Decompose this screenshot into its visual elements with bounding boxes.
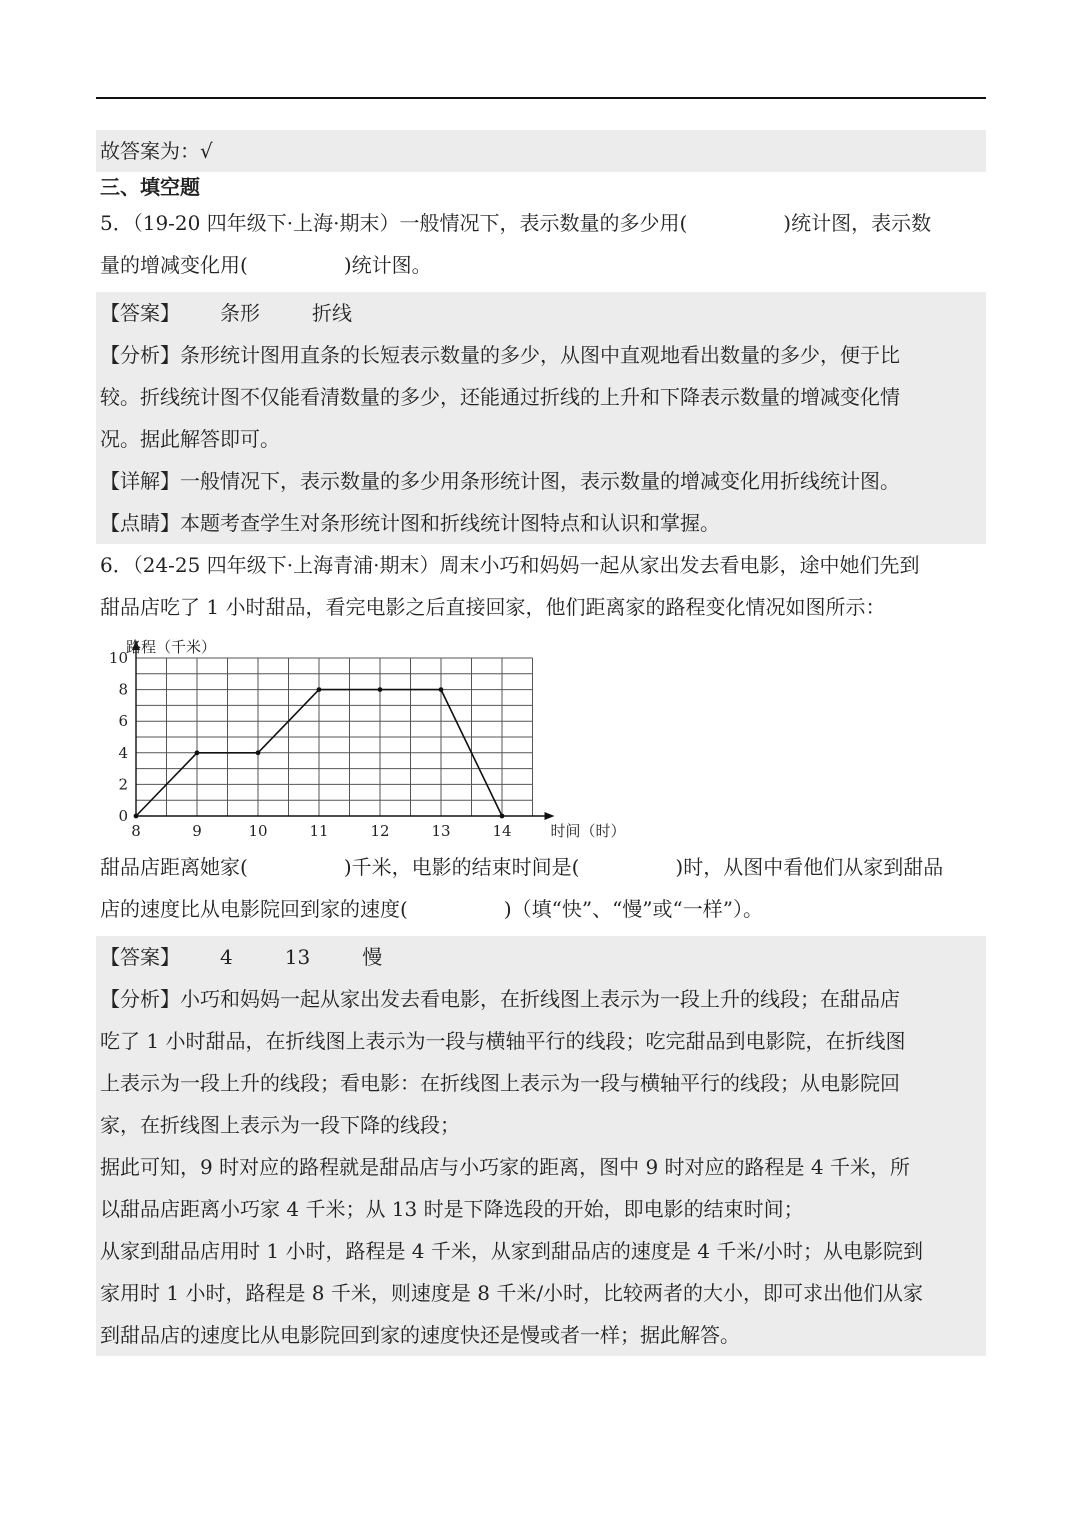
x-axis-arrow <box>545 812 555 820</box>
y-tick-label: 0 <box>118 807 128 825</box>
page-content <box>96 130 986 1356</box>
q6-fill-text: )（填“快”、“慢”或“一样”）。 <box>503 897 763 921</box>
y-tick-label: 10 <box>108 649 128 667</box>
x-tick-label: 9 <box>192 822 202 840</box>
data-point <box>134 814 139 819</box>
q6-analysis-line: 据此可知，9 时对应的路程就是甜品店与小巧家的距离，图中 9 时对应的路程是 4 千米，所 <box>100 1155 910 1179</box>
q6-analysis-line: 以甜品店距离小巧家 4 千米；从 13 时是下降选段的开始，即电影的结束时间； <box>100 1197 804 1221</box>
q5-stem-text: 量的增减变化用( <box>100 253 248 277</box>
q5-detail: 【详解】一般情况下，表示数量的多少用条形统计图，表示数量的增减变化用折线统计图。 <box>100 469 900 493</box>
x-tick-label: 14 <box>492 822 512 840</box>
q6-analysis-line: 家，在折线图上表示为一段下降的线段； <box>100 1113 460 1137</box>
q6-analysis-line: 上表示为一段上升的线段；看电影：在折线图上表示为一段与横轴平行的线段；从电影院回 <box>100 1071 900 1095</box>
q5-comment: 【点睛】本题考查学生对条形统计图和折线统计图特点和认识和掌握。 <box>100 511 720 535</box>
question-6 <box>96 544 986 1356</box>
q5-stem-text: 5．（19-20 四年级下·上海·期末）一般情况下，表示数量的多少用( <box>100 211 688 235</box>
data-point <box>317 687 322 692</box>
q6-analysis-line: 吃了 1 小时甜品，在折线图上表示为一段与横轴平行的线段；吃完甜品到电影院，在折线图 <box>100 1029 906 1053</box>
answer-label: 【答案】 <box>100 301 180 325</box>
q6-fill-text: 店的速度比从电影院回到家的速度( <box>100 897 408 921</box>
q5-analysis-line: 况。据此解答即可。 <box>100 427 280 451</box>
x-tick-label: 8 <box>131 822 141 840</box>
q5-solution <box>96 292 986 544</box>
q5-stem-text: )统计图。 <box>343 253 432 277</box>
data-point <box>500 814 505 819</box>
x-tick-label: 11 <box>309 822 329 840</box>
line-chart <box>96 628 626 846</box>
y-tick-label: 6 <box>118 712 128 731</box>
q6-fill-line2 <box>96 888 986 930</box>
q6-answer-3: 慢 <box>362 945 383 969</box>
y-axis-label: 路程（千米） <box>126 638 217 656</box>
q5-answer <box>96 292 986 334</box>
answer-label: 【答案】 <box>100 945 180 969</box>
q6-analysis-line: 【分析】小巧和妈妈一起从家出发去看电影，在折线图上表示为一段上升的线段；在甜品店 <box>100 987 900 1011</box>
data-point <box>439 687 444 692</box>
q5-stem-text: )统计图，表示数 <box>783 211 932 235</box>
q6-answer-1: 4 <box>220 945 233 969</box>
distance-time-chart <box>96 628 986 846</box>
q6-answer <box>96 936 986 978</box>
header-rule <box>96 97 986 99</box>
q6-fill-text: )千米，电影的结束时间是( <box>343 855 580 879</box>
q5-stem-line2 <box>96 244 986 286</box>
section-title: 三、填空题 <box>100 175 200 199</box>
q5-analysis-line: 【分析】条形统计图用直条的长短表示数量的多少，从图中直观地看出数量的多少，便于比 <box>100 343 900 367</box>
data-point <box>256 750 261 755</box>
x-tick-label: 13 <box>431 822 451 840</box>
q6-fill-line1 <box>96 846 986 888</box>
data-point <box>378 687 383 692</box>
y-tick-label: 2 <box>118 775 128 794</box>
x-tick-label: 10 <box>248 822 268 840</box>
prev-answer: 故答案为：√ <box>96 130 986 172</box>
q6-fill-text: )时，从图中看他们从家到甜品 <box>675 855 944 879</box>
q6-stem-line: 6．（24-25 四年级下·上海青浦·期末）周末小巧和妈妈一起从家出发去看电影，途中她们先到 <box>100 553 920 577</box>
q6-analysis-line: 到甜品店的速度比从电影院回到家的速度快还是慢或者一样；据此解答。 <box>100 1323 740 1347</box>
q6-answer-2: 13 <box>284 945 311 969</box>
q6-fill-text: 甜品店距离她家( <box>100 855 248 879</box>
data-point <box>195 750 200 755</box>
question-5 <box>96 202 986 544</box>
q5-analysis-line: 较。折线统计图不仅能看清数量的多少，还能通过折线的上升和下降表示数量的增减变化情 <box>100 385 900 409</box>
q6-analysis-line: 家用时 1 小时，路程是 8 千米，则速度是 8 千米/小时，比较两者的大小，即可求出他们从家 <box>100 1281 924 1305</box>
q6-stem-line: 甜品店吃了 1 小时甜品，看完电影之后直接回家，他们距离家的路程变化情况如图所示： <box>100 595 886 619</box>
q6-solution <box>96 936 986 1356</box>
y-tick-label: 4 <box>118 743 128 762</box>
q6-analysis-line: 从家到甜品店用时 1 小时，路程是 4 千米，从家到甜品店的速度是 4 千米/小时；从电影院到 <box>100 1239 924 1263</box>
x-tick-label: 12 <box>370 822 390 840</box>
q5-stem-line1 <box>96 202 986 244</box>
q5-answer-1: 条形 <box>220 301 260 325</box>
x-axis-label: 时间（时） <box>550 822 626 840</box>
q5-answer-2: 折线 <box>312 301 352 325</box>
y-tick-label: 8 <box>118 680 128 699</box>
